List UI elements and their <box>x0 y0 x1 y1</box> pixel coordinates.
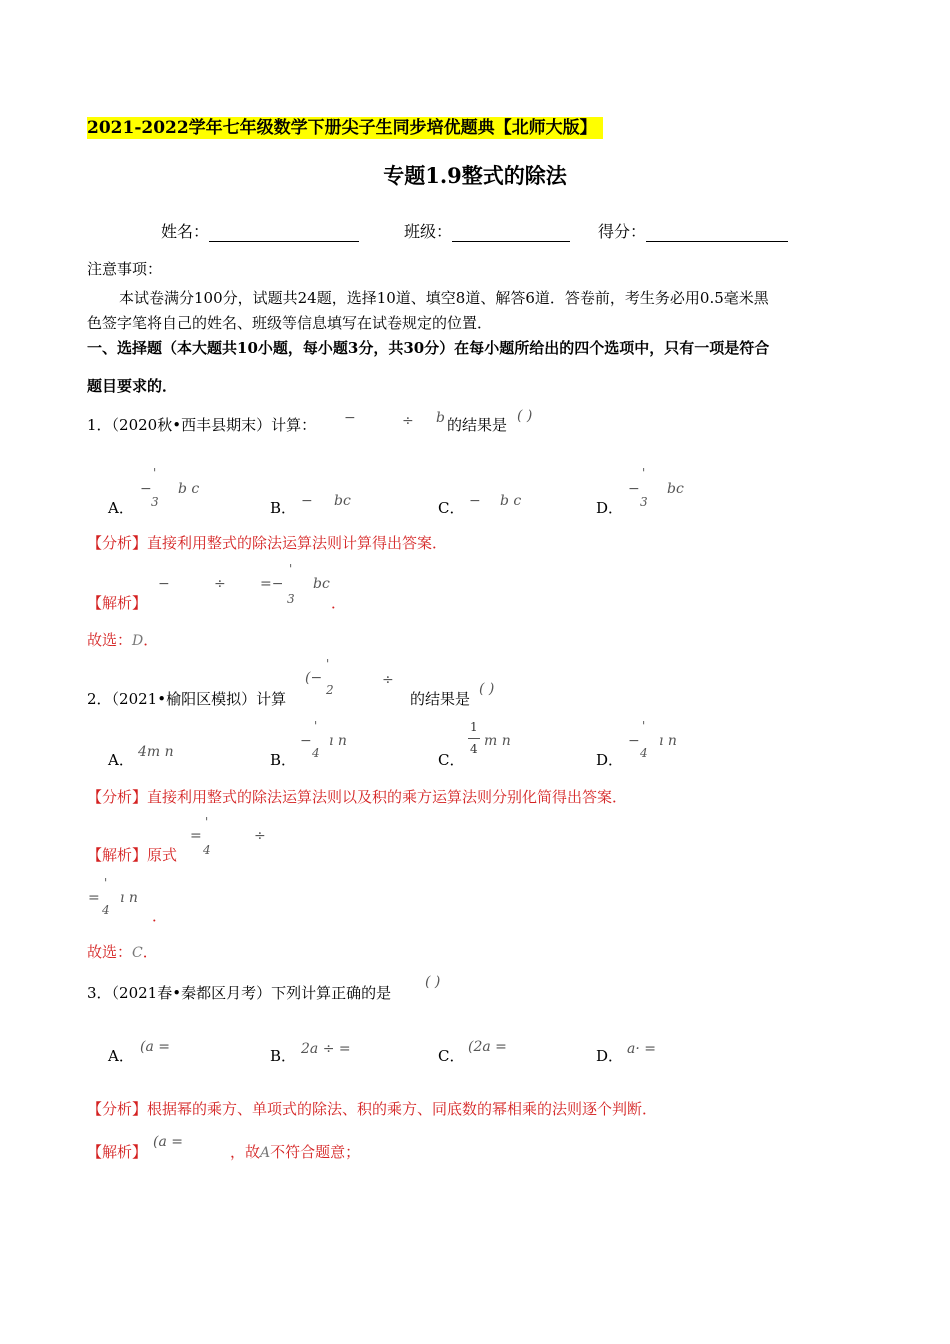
q1-option-d-m4: bc <box>667 481 684 497</box>
q2-option-c-den: 4 <box>470 742 478 756</box>
class-label: 班级： <box>404 222 453 241</box>
q1-option-c-m1: − <box>469 493 481 509</box>
q2-option-b-m4: ı n <box>329 733 347 749</box>
class-field <box>404 219 570 242</box>
q2-solution-eq: = <box>190 828 202 844</box>
q2-tail: 的结果是 <box>410 690 471 708</box>
q2-solution2-mn: ı n <box>120 890 138 906</box>
q2-option-d-label[interactable]: D． <box>596 751 624 769</box>
q2-option-b-m2: ' <box>314 719 318 733</box>
q2-option-d-m2: ' <box>642 719 646 733</box>
q3-analysis-text: 根据幂的乘方、单项式的除法、积的乘方、同底数的幂相乘的法则逐个判断． <box>147 1100 658 1118</box>
q3-solution <box>87 1141 147 1162</box>
q1-tail: 的结果是 <box>447 416 508 434</box>
q2-choice-label: 故选： <box>87 943 133 961</box>
notice-line2: 色签字笔将自己的姓名、班级等信息填写在试卷规定的位置． <box>87 314 493 332</box>
q1-solution-tag: 【解析】 <box>87 594 148 612</box>
q3-paren: ( ) <box>425 974 441 990</box>
q2-solution-4: 4 <box>203 843 211 857</box>
q2-solution-text: 原式 <box>147 846 178 864</box>
q1-solution-div: ÷ <box>214 576 226 592</box>
q2-solution2-q: ' <box>104 876 108 890</box>
section-heading-line2: 题目要求的． <box>87 377 178 395</box>
q2-option-d-m1: − <box>628 733 640 749</box>
q2-option-a-label[interactable]: A． <box>108 751 134 769</box>
q3-option-b-label[interactable]: B． <box>270 1047 297 1065</box>
q1-option-b-m1: − <box>301 493 313 509</box>
q1-option-a-m2: ' <box>153 466 157 480</box>
page-title: 专题1.9整式的除法 <box>383 163 567 188</box>
q1-option-d-m3: 3 <box>640 495 648 509</box>
q1-math1: − <box>344 410 356 426</box>
q1-solution-eq: =− <box>260 576 284 592</box>
q1-solution-3: 3 <box>287 592 295 606</box>
q2-solution2-dot: ． <box>152 907 168 925</box>
name-label: 姓名： <box>161 222 210 241</box>
q1-choice-dot: ． <box>143 631 159 649</box>
header-banner: 2021-2022学年七年级数学下册尖子生同步培优题典【北师大版】 <box>87 117 603 139</box>
q3-solution-tail-text: ，故 <box>230 1143 261 1161</box>
name-field <box>161 219 359 242</box>
q2-option-b-m3: 4 <box>312 746 320 760</box>
q2-solution-tag: 【解析】 <box>87 846 148 864</box>
q2-analysis-text: 直接利用整式的除法运算法则以及积的乘方运算法则分别化简得出答案． <box>147 788 628 806</box>
q3-solution-tail <box>230 1141 360 1162</box>
name-blank[interactable] <box>209 225 359 242</box>
q2-analysis-tag: 【分析】 <box>87 788 148 806</box>
q1-paren: ( ) <box>517 408 533 424</box>
q3-option-a-expr: (a = <box>140 1039 170 1055</box>
q3-solution-expr: (a = <box>153 1134 183 1150</box>
score-field <box>598 219 788 242</box>
q1-option-a-m1: − <box>140 481 152 497</box>
q1-solution-dot: ． <box>331 594 347 612</box>
q2-option-a-expr: 4m n <box>138 744 174 760</box>
q2-m-div: ÷ <box>382 672 394 688</box>
q1-option-c-m4: b c <box>500 493 522 509</box>
q1-analysis-tag: 【分析】 <box>87 534 148 552</box>
q3-solution-tail2: 不符合题意； <box>270 1143 361 1161</box>
q1-option-a-m3: 3 <box>151 495 159 509</box>
q1-solution-bc: bc <box>313 576 330 592</box>
q2-option-d-m3: 4 <box>640 746 648 760</box>
q1-math2: b <box>436 410 445 426</box>
q1-choice-letter: D <box>132 633 144 649</box>
section-heading-line1: 一、选择题（本大题共10小题，每小题3分，共30分）在每小题所给出的四个选项中，只有一项是符合 <box>87 339 770 357</box>
q3-option-c-expr: (2a = <box>468 1039 507 1055</box>
q3-analysis <box>87 1098 657 1119</box>
q3-solution-tag: 【解析】 <box>87 1143 148 1161</box>
q2-option-c-fraction-bar <box>468 738 480 739</box>
q3-option-d-expr: a· = <box>627 1041 656 1057</box>
q2-solution-q: ' <box>205 815 209 829</box>
q3-solution-letter: A <box>260 1145 271 1161</box>
q2-choice <box>87 941 158 962</box>
notice-heading: 注意事项： <box>87 260 163 278</box>
q3-analysis-tag: 【分析】 <box>87 1100 148 1118</box>
q1-option-a-label[interactable]: A． <box>108 499 134 517</box>
q2-option-c-num: 1 <box>470 720 478 734</box>
score-blank[interactable] <box>646 225 788 242</box>
q1-option-b-label[interactable]: B． <box>270 499 297 517</box>
q1-solution-q: ' <box>289 562 293 576</box>
notice-line1: 本试卷满分100分，试题共24题，选择10道、填空8道、解答6道．答卷前，考生务必用0.5毫米黑 <box>119 289 769 307</box>
q2-solution2-eq: = <box>88 890 100 906</box>
q2-m-paren: (− <box>305 670 323 686</box>
q1-option-a-m4: b c <box>178 481 200 497</box>
q2-m-2: 2 <box>326 683 334 697</box>
q3-option-c-label[interactable]: C． <box>438 1047 465 1065</box>
q2-choice-dot: ． <box>142 943 158 961</box>
q2-analysis <box>87 786 627 807</box>
score-label: 得分： <box>598 222 647 241</box>
q1-option-d-label[interactable]: D． <box>596 499 624 517</box>
q1-div: ÷ <box>402 413 414 429</box>
q2-paren: ( ) <box>479 681 495 697</box>
q2-solution <box>87 844 177 865</box>
q2-option-c-m4: m n <box>484 733 511 749</box>
q2-option-d-m4: ı n <box>659 733 677 749</box>
q1-option-c-label[interactable]: C． <box>438 499 465 517</box>
q3-option-d-label[interactable]: D． <box>596 1047 624 1065</box>
q2-option-c-label[interactable]: C． <box>438 751 465 769</box>
q2-solution-div: ÷ <box>254 828 266 844</box>
q1-option-b-m4: bc <box>334 493 351 509</box>
q1-analysis <box>87 532 447 553</box>
q1-stem: 1．（2020秋•西丰县期末）计算： <box>87 416 317 434</box>
q3-option-a-label[interactable]: A． <box>108 1047 134 1065</box>
q1-solution-m1: − <box>158 576 170 592</box>
q1-choice <box>87 629 158 650</box>
q2-m-q: ' <box>326 657 330 671</box>
q2-choice-letter: C <box>132 945 143 961</box>
q1-analysis-text: 直接利用整式的除法运算法则计算得出答案． <box>147 534 448 552</box>
q1-choice-label: 故选： <box>87 631 133 649</box>
q1-option-d-m1: − <box>628 481 640 497</box>
q3-option-b-expr: 2a ÷ = <box>301 1041 351 1057</box>
q3-stem: 3．（2021春•秦都区月考）下列计算正确的是 <box>87 984 392 1002</box>
q2-option-b-m1: − <box>300 733 312 749</box>
q2-solution2-4: 4 <box>102 903 110 917</box>
q2-option-b-label[interactable]: B． <box>270 751 297 769</box>
q2-stem: 2．（2021•榆阳区模拟）计算 <box>87 690 287 708</box>
class-blank[interactable] <box>452 225 570 242</box>
q1-option-d-m2: ' <box>642 466 646 480</box>
